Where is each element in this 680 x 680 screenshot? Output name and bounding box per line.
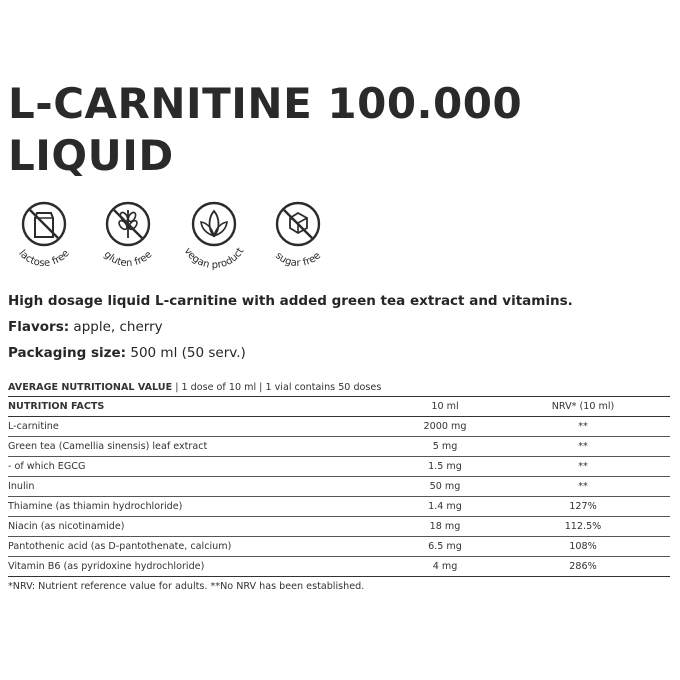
nutrient-amount: 5 mg <box>394 437 496 457</box>
packaging-label: Packaging size: <box>8 345 127 361</box>
header-nrv: NRV* (10 ml) <box>496 397 670 417</box>
table-row <box>8 517 670 537</box>
nutrient-nrv: 112.5% <box>496 517 670 537</box>
packaging-line <box>8 340 573 366</box>
product-intro <box>8 288 573 366</box>
sugar-cube-crossed-icon <box>277 203 319 245</box>
nutrition-section <box>8 380 670 595</box>
table-row <box>8 437 670 457</box>
average-value-title: AVERAGE NUTRITIONAL VALUE <box>8 382 173 393</box>
table-row <box>8 557 670 577</box>
nutrient-nrv: ** <box>496 477 670 497</box>
milk-carton-crossed-icon <box>23 203 65 245</box>
average-value-details: | 1 dose of 10 ml | 1 vial contains 50 doses <box>172 382 382 393</box>
nutrient-name: Pantothenic acid (as D-pantothenate, calcium) <box>8 537 394 557</box>
nutrient-name: Green tea (Camellia sinensis) leaf extract <box>8 437 394 457</box>
nutrition-table <box>8 396 670 577</box>
table-row <box>8 537 670 557</box>
nutrient-name: Inulin <box>8 477 394 497</box>
nutrient-nrv: 127% <box>496 497 670 517</box>
table-header-row <box>8 397 670 417</box>
badge-label: gluten free <box>101 249 155 270</box>
nutrient-amount: 1.4 mg <box>394 497 496 517</box>
header-10ml: 10 ml <box>394 397 496 417</box>
nutrient-amount: 18 mg <box>394 517 496 537</box>
product-description: High dosage liquid L-carnitine with added green tea extract and vitamins. <box>8 293 573 309</box>
nutrient-nrv: ** <box>496 417 670 437</box>
nutrient-name: Vitamin B6 (as pyridoxine hydrochloride) <box>8 557 394 577</box>
badge-lactose-free <box>2 198 86 278</box>
nutrient-name: - of which EGCG <box>8 457 394 477</box>
flavors-line <box>8 314 573 340</box>
nutrient-nrv: ** <box>496 437 670 457</box>
product-title <box>8 78 522 182</box>
nutrient-amount: 1.5 mg <box>394 457 496 477</box>
nutrient-name: Thiamine (as thiamin hydrochloride) <box>8 497 394 517</box>
nutrient-nrv: 286% <box>496 557 670 577</box>
flavors-value: apple, cherry <box>69 319 163 335</box>
nutrient-nrv: ** <box>496 457 670 477</box>
nutrient-amount: 6.5 mg <box>394 537 496 557</box>
badge-label: sugar free <box>273 250 323 270</box>
badge-gluten-free <box>86 198 170 278</box>
header-nutrition-facts: NUTRITION FACTS <box>8 397 394 417</box>
badge-row <box>2 198 342 278</box>
average-value-line <box>8 380 670 396</box>
table-row <box>8 497 670 517</box>
packaging-value: 500 ml (50 serv.) <box>126 345 246 361</box>
nutrient-nrv: 108% <box>496 537 670 557</box>
badge-label: vegan product <box>181 245 247 272</box>
table-row <box>8 457 670 477</box>
table-row <box>8 417 670 437</box>
nutrient-amount: 4 mg <box>394 557 496 577</box>
nutrient-name: Niacin (as nicotinamide) <box>8 517 394 537</box>
nutrient-name: L-carnitine <box>8 417 394 437</box>
table-row <box>8 477 670 497</box>
nutrient-amount: 50 mg <box>394 477 496 497</box>
flavors-label: Flavors: <box>8 319 70 335</box>
product-title-line-1: L-CARNITINE 100.000 <box>8 79 523 128</box>
badge-vegan-product <box>172 198 256 278</box>
nutrient-amount: 2000 mg <box>394 417 496 437</box>
badge-sugar-free <box>256 198 340 278</box>
badge-label: lactose free <box>16 248 72 270</box>
leaf-icon <box>193 203 235 245</box>
wheat-crossed-icon <box>107 203 149 245</box>
nrv-footnote: *NRV: Nutrient reference value for adults. **No NRV has been established. <box>8 581 365 592</box>
product-title-line-2: LIQUID <box>8 131 174 180</box>
